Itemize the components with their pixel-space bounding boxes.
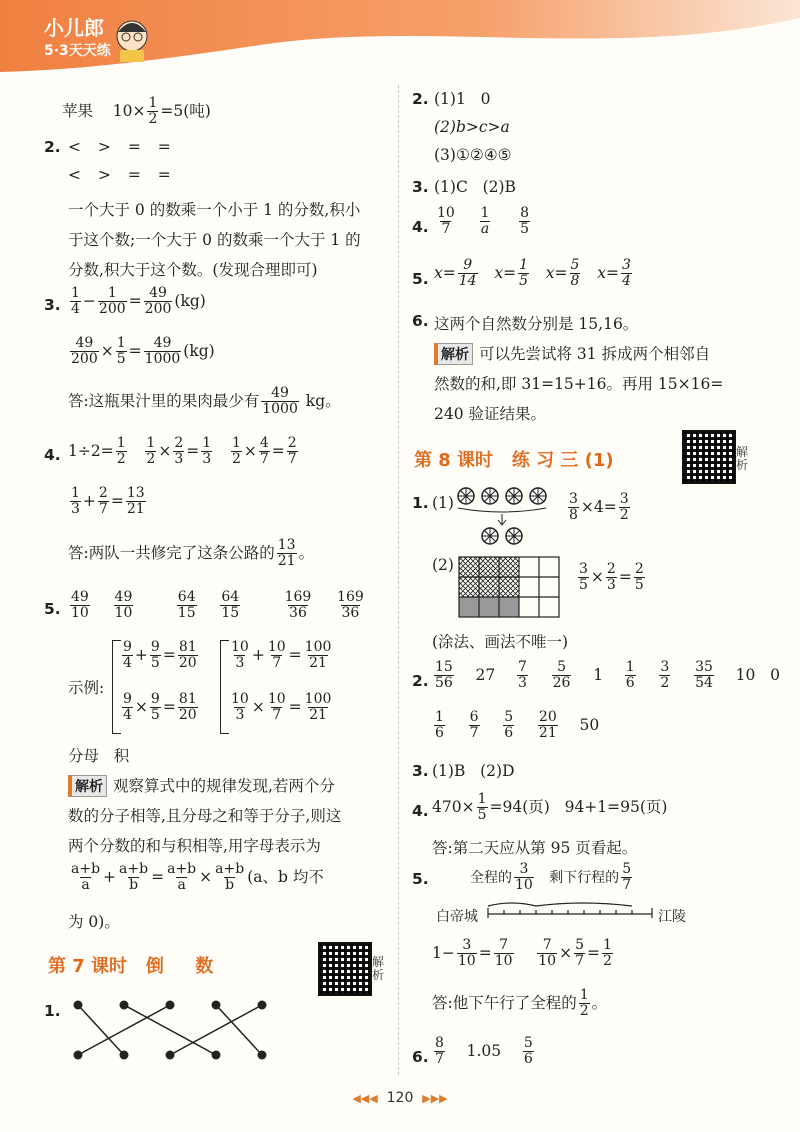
- r-q2-line1: (1)1 0: [434, 90, 491, 108]
- r-q6-analysis1: 解析 可以先尝试将 31 拆成两个相邻自: [434, 342, 710, 365]
- column-divider: [398, 85, 399, 1075]
- r-q6-analysis3: 240 验证结果。: [434, 405, 547, 423]
- example1-sum: $\frac{9}{4}$ + $\frac{9}{5}$ = $\frac{81}{20}$: [123, 639, 197, 672]
- apple-line: [62, 96, 211, 128]
- q5-fractions: $\frac{49}{10}$ $\frac{49}{10}$ $\frac{64}{15}$ $\frac{64}{15}$ $\frac{169}{36}$ $\frac{169}{36}$: [71, 589, 364, 622]
- matching-diagram: [70, 995, 270, 1065]
- p2-row2: $\frac{1}{6}$ $\frac{6}{7}$ $\frac{5}{6}$ $\frac{20}{21}$ 50: [435, 709, 600, 742]
- lesson7-title: 第 7 课时 倒 数: [48, 956, 214, 977]
- r-q3-number: 3.: [412, 178, 429, 196]
- p5-number: 5.: [412, 870, 429, 888]
- p6-number: 6.: [412, 1048, 429, 1066]
- r-q4-number: 4.: [412, 218, 429, 236]
- p1-label1: (1): [432, 494, 454, 512]
- mascot-icon: [112, 14, 152, 62]
- p2-number: 2.: [412, 672, 429, 690]
- p3-number: 3.: [412, 762, 429, 780]
- r-q6-text: 这两个自然数分别是 15,16。: [434, 315, 639, 333]
- apple-label: 苹果: [62, 101, 94, 120]
- q5-analysis-line1: 解析 观察算式中的规律发现,若两个分: [68, 774, 335, 797]
- example2-sum: $\frac{10}{3}$ + $\frac{10}{7}$ = $\frac{100}{21}$: [231, 639, 332, 672]
- p5-answer: 答:他下午行了全程的 $\frac{1}{2}$ 。: [432, 987, 608, 1020]
- logo-subtitle: 5·3天天练: [44, 43, 111, 59]
- r-q6-analysis2: 然数的和,即 31=15+16。再用 15×16=: [434, 375, 724, 393]
- lesson8-title: 第 8 课时 练 习 三 (1): [414, 450, 614, 471]
- q5-analysis-line2: 数的分子相等,且分母之和等于分子,则这: [68, 807, 342, 825]
- r-q2-line2: (2)b>c>a: [434, 118, 510, 136]
- q5-formula: $\frac{a+b}{a}$ + $\frac{a+b}{b}$ = $\frac{a+b}{a}$ × $\frac{a+b}{b}$ (a、b 均不: [71, 861, 324, 894]
- p5-right-label: 江陵: [658, 909, 686, 925]
- p2-row1: $\frac{15}{56}$ 27 $\frac{7}{3}$ $\frac{5}{26}$ 1 $\frac{1}{6}$ $\frac{3}{2}$ $\frac{35}{54}$ 10 0: [435, 659, 780, 692]
- qr-code-icon[interactable]: [318, 942, 372, 996]
- p1-number: 1.: [412, 494, 429, 512]
- q2-row1: < > = =: [68, 138, 177, 156]
- p1-label2: (2): [432, 556, 454, 574]
- analysis-tag: 解析: [434, 343, 473, 365]
- q4-line2: $\frac{1}{3}$ + $\frac{2}{7}$ = $\frac{13}{21}$: [71, 485, 145, 518]
- q1-number: 1.: [44, 1002, 61, 1020]
- p4-answer: 答:第二天应从第 95 页看起。: [432, 839, 638, 857]
- r-q5-equations: x= $\frac{9}{14}$ x= $\frac{1}{5}$ x= $\frac{5}{8}$ x= $\frac{3}{4}$: [434, 257, 631, 290]
- p5-top-labels: 全程的 $\frac{3}{10}$ 剩下行程的 $\frac{5}{7}$: [470, 861, 632, 894]
- fraction: $\frac{1}{2}$: [148, 95, 158, 128]
- qr-label: 解析: [736, 445, 749, 473]
- page-number-text: 120: [386, 1090, 414, 1106]
- qr-code-icon[interactable]: [682, 430, 736, 484]
- q3-number: 3.: [44, 296, 61, 314]
- p5-left-label: 白帝城: [436, 909, 478, 925]
- q5-analysis-line3: 两个分数的和与积相等,用字母表示为: [68, 837, 321, 855]
- right-arrows-icon: ▶▶▶: [422, 1092, 448, 1105]
- circles-diagram: [456, 486, 556, 548]
- q2-text1: 一个大于 0 的数乘一个小于 1 的分数,积小: [68, 201, 361, 219]
- page-number: [0, 1090, 800, 1106]
- q2-text2: 于这个数;一个大于 0 的数乘一个大于 1 的: [68, 231, 361, 249]
- qr-label: 解析: [372, 955, 385, 983]
- q3-line1: $\frac{1}{4}$ − $\frac{1}{200}$ = $\frac{49}{200}$ (kg): [71, 285, 206, 318]
- p4-eq: 470× $\frac{1}{5}$ =94(页) 94+1=95(页): [432, 791, 668, 824]
- q4-answer: 答:两队一共修完了这条公路的 $\frac{13}{21}$ 。: [68, 537, 315, 570]
- r-q5-number: 5.: [412, 270, 429, 288]
- example2-product: $\frac{10}{3}$ × $\frac{10}{7}$ = $\frac{100}{21}$: [231, 691, 332, 724]
- route-diagram: [486, 900, 656, 924]
- q5-number: 5.: [44, 600, 61, 618]
- r-q2-line3: (3)①②④⑤: [434, 146, 512, 164]
- q2-number: 2.: [44, 138, 61, 156]
- q3-answer: 答:这瓶果汁里的果肉最少有 $\frac{49}{1000}$ kg。: [68, 385, 341, 418]
- r-q2-number: 2.: [412, 90, 429, 108]
- r-q6-number: 6.: [412, 312, 429, 330]
- r-q3-text: (1)C (2)B: [434, 178, 516, 196]
- q2-row2: < > = =: [68, 166, 177, 184]
- q5-bottom: 分母 积: [68, 747, 130, 765]
- p1-eq1: $\frac{3}{8}$ ×4= $\frac{3}{2}$: [569, 491, 629, 524]
- r-q4-fractions: $\frac{10}{7}$ $\frac{1}{a}$ $\frac{8}{5}$: [437, 205, 530, 238]
- expr: 10×: [112, 101, 146, 120]
- q2-text3: 分数,积大于这个数。(发现合理即可): [68, 261, 318, 279]
- q5-analysis-line4: 为 0)。: [68, 913, 120, 931]
- p3-text: (1)B (2)D: [432, 762, 515, 780]
- left-arrows-icon: ◀◀◀: [352, 1092, 378, 1105]
- p5-eq: 1− $\frac{3}{10}$ = $\frac{7}{10}$ $\frac{7}{10}$ × $\frac{5}{7}$ = $\frac{1}{2}$: [432, 937, 612, 970]
- example1-product: $\frac{9}{4}$ × $\frac{9}{5}$ = $\frac{81}{20}$: [123, 691, 197, 724]
- analysis-tag: 解析: [68, 775, 107, 797]
- page-header: [0, 0, 800, 80]
- p6-values: $\frac{8}{7}$ 1.05 $\frac{5}{6}$: [435, 1035, 533, 1068]
- expr: =5(吨): [160, 101, 211, 120]
- example-label: 示例:: [68, 679, 105, 697]
- p4-number: 4.: [412, 802, 429, 820]
- grid-diagram: [458, 556, 562, 618]
- q4-number: 4.: [44, 446, 61, 464]
- p1-note: (涂法、画法不唯一): [432, 633, 569, 651]
- q4-line1: 1÷2= $\frac{1}{2}$ $\frac{1}{2}$ × $\frac{2}{3}$ = $\frac{1}{3}$ $\frac{1}{2}$ × $\frac{4}{7}$ = $\frac{2}{7}$: [68, 435, 297, 468]
- q3-line2: $\frac{49}{200}$ × $\frac{1}{5}$ = $\frac{49}{1000}$ (kg): [71, 335, 215, 368]
- p1-eq2: $\frac{3}{5}$ × $\frac{2}{3}$ = $\frac{2}{5}$: [579, 561, 644, 594]
- logo-title: 小儿郎: [44, 16, 104, 40]
